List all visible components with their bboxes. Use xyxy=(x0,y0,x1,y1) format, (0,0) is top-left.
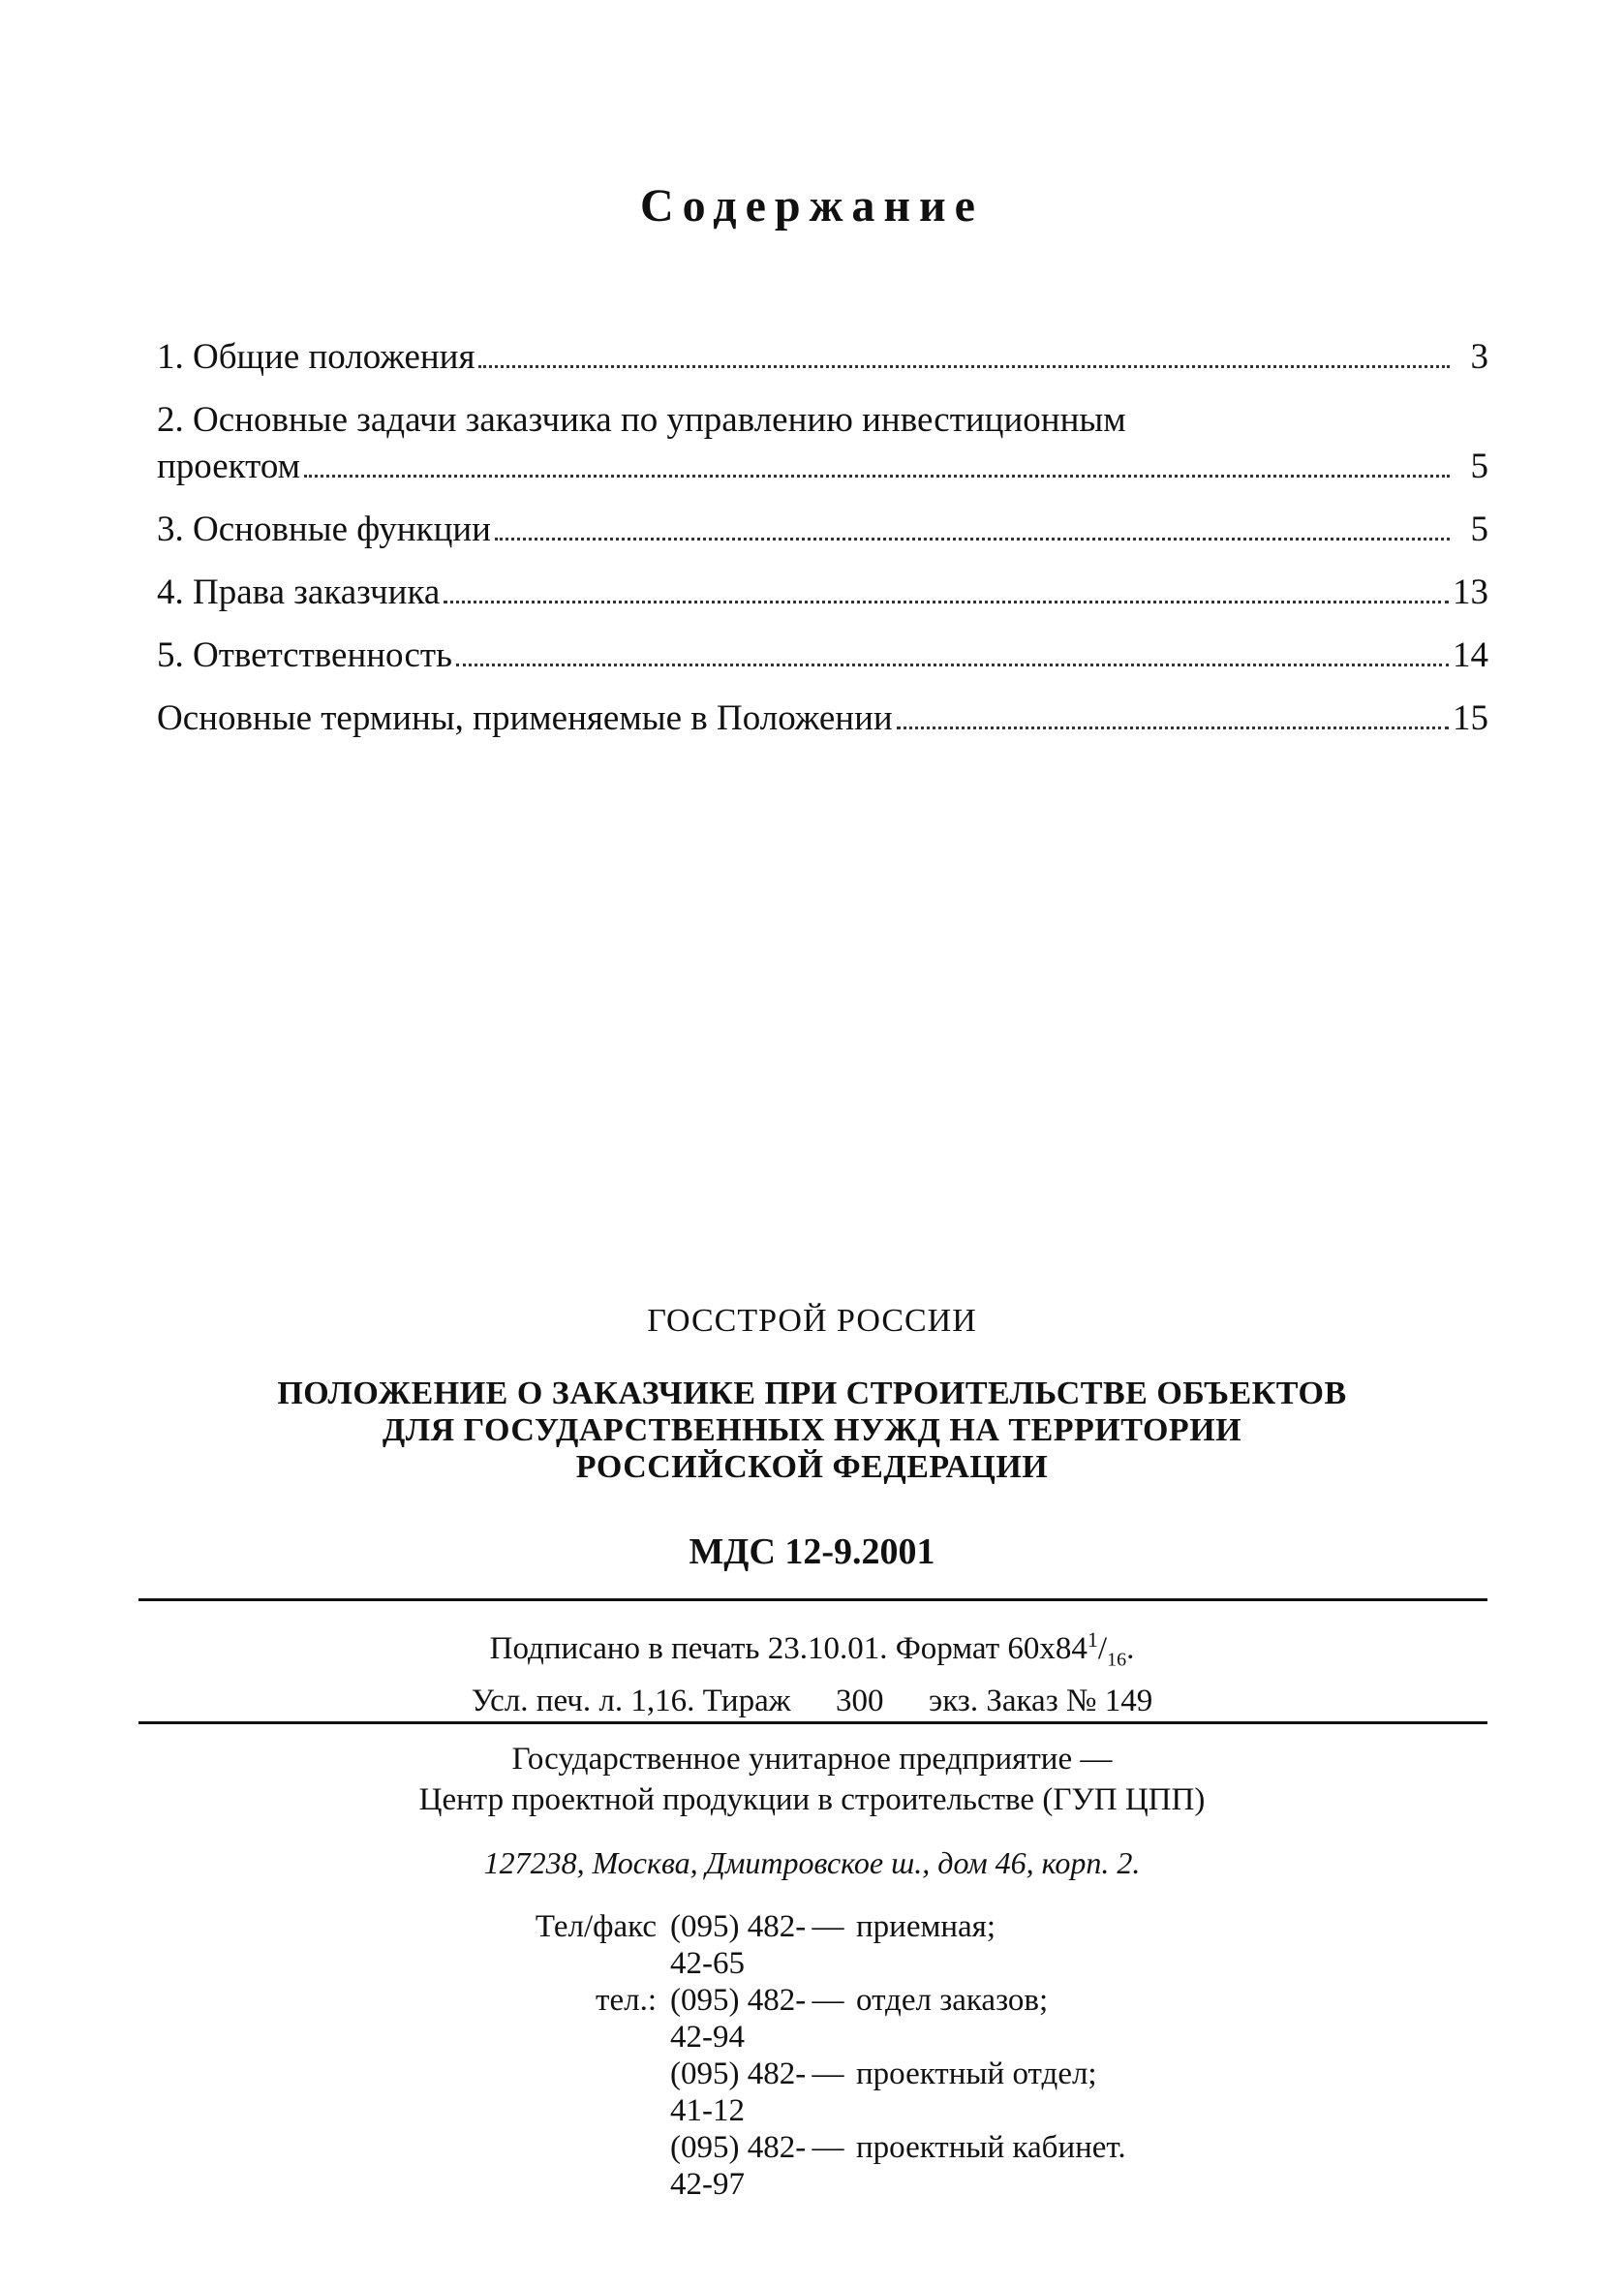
divider-line xyxy=(138,1721,1487,1724)
print-details xyxy=(0,1620,1624,1721)
toc-entry-page: 14 xyxy=(1453,635,1488,675)
table-of-contents xyxy=(157,334,1488,742)
format-end: . xyxy=(1126,1631,1135,1666)
print-signed-text: Подписано в печать 23.10.01. Формат 60x84 xyxy=(489,1631,1088,1666)
toc-dot-leader xyxy=(444,601,1449,603)
print-copies-order: экз. Заказ № xyxy=(929,1683,1097,1718)
contact-phone[interactable]: (095) 482-42-94 xyxy=(670,1983,807,2055)
contact-row xyxy=(0,2129,1624,2203)
organization-line: Государственное унитарное предприятие — xyxy=(511,1742,1113,1777)
organization xyxy=(0,1739,1624,1820)
contact-phone[interactable]: (095) 482-41-12 xyxy=(670,2056,807,2128)
print-signed-line: Подписано в печать 23.10.01. Формат $60x84^1/_{16}$. xyxy=(489,1627,1135,1671)
contact-dash: — xyxy=(812,1909,844,1944)
postal-address: 127238, Москва, Дмитровское ш., дом 46, корп. 2. xyxy=(483,1845,1141,1880)
document-title-line: ПОЛОЖЕНИЕ О ЗАКАЗЧИКЕ ПРИ СТРОИТЕЛЬСТВЕ ОБЪЕКТОВ xyxy=(277,1376,1347,1411)
print-run-line xyxy=(0,1681,1624,1721)
contact-phone[interactable]: (095) 482-42-97 xyxy=(670,2130,807,2202)
toc-entry-title: 5. Ответственность xyxy=(157,635,452,675)
contact-description: проектный кабинет. xyxy=(856,2130,1126,2165)
toc-entry-5[interactable] xyxy=(157,633,1488,679)
document-title-line: ДЛЯ ГОСУДАРСТВЕННЫХ НУЖД НА ТЕРРИТОРИИ xyxy=(382,1412,1242,1448)
toc-entry-title: 1. Общие положения xyxy=(157,337,475,377)
format-denominator: 16 xyxy=(1107,1649,1127,1671)
contact-description: отдел заказов; xyxy=(856,1983,1049,2018)
toc-entry-3[interactable] xyxy=(157,507,1488,553)
contact-description: проектный отдел; xyxy=(856,2056,1097,2091)
toc-entry-title: 2. Основные задачи заказчика по управлению инвестиционным xyxy=(157,400,1126,440)
toc-entry-1[interactable] xyxy=(157,334,1488,381)
contact-row xyxy=(0,1908,1624,1982)
toc-entry-6[interactable] xyxy=(157,696,1488,742)
toc-entry-title: Основные термины, применяемые в Положении xyxy=(157,698,893,738)
toc-entry-title-continued: проектом xyxy=(157,447,301,486)
toc-entry-page: 5 xyxy=(1470,510,1488,549)
toc-entry-page: 5 xyxy=(1470,447,1488,486)
format-numerator: 1 xyxy=(1087,1627,1098,1652)
document-code: МДС 12-9.2001 xyxy=(689,1531,935,1572)
print-order-number: 149 xyxy=(1104,1683,1153,1718)
document-title xyxy=(0,1376,1624,1486)
toc-entry-title: 4. Права заказчика xyxy=(157,572,441,612)
toc-dot-leader xyxy=(304,475,1450,478)
toc-dot-leader xyxy=(478,365,1450,368)
toc-entry-page: 3 xyxy=(1470,337,1488,377)
publisher-name: ГОССТРОЙ РОССИИ xyxy=(647,1303,977,1339)
contact-row xyxy=(0,2056,1624,2129)
contact-dash: — xyxy=(812,2056,844,2091)
toc-entry-page: 15 xyxy=(1453,698,1488,738)
divider-line xyxy=(138,1598,1487,1601)
toc-heading: Содержание xyxy=(640,180,984,232)
contact-list xyxy=(0,1908,1624,2203)
print-sheets: Усл. печ. л. 1,16. Тираж xyxy=(471,1683,791,1718)
organization-line: Центр проектной продукции в строительстве (ГУП ЦПП) xyxy=(418,1782,1206,1817)
toc-entry-4[interactable] xyxy=(157,570,1488,616)
contact-dash: — xyxy=(812,2130,844,2165)
contact-description: приемная; xyxy=(856,1909,996,1944)
contact-label: тел.: xyxy=(596,1983,657,2018)
toc-entry-2[interactable] xyxy=(157,397,1488,490)
contact-row xyxy=(0,1982,1624,2056)
contact-label: Тел/факс xyxy=(535,1909,657,1944)
toc-dot-leader xyxy=(456,664,1449,666)
print-run: 300 xyxy=(836,1683,884,1718)
contact-phone[interactable]: (095) 482-42-65 xyxy=(670,1909,807,1981)
toc-dot-leader xyxy=(897,727,1449,729)
toc-dot-leader xyxy=(495,538,1450,541)
toc-entry-page: 13 xyxy=(1453,572,1488,612)
contact-dash: — xyxy=(812,1983,844,2018)
toc-entry-title: 3. Основные функции xyxy=(157,510,491,549)
document-title-line: РОССИЙСКОЙ ФЕДЕРАЦИИ xyxy=(575,1449,1049,1485)
